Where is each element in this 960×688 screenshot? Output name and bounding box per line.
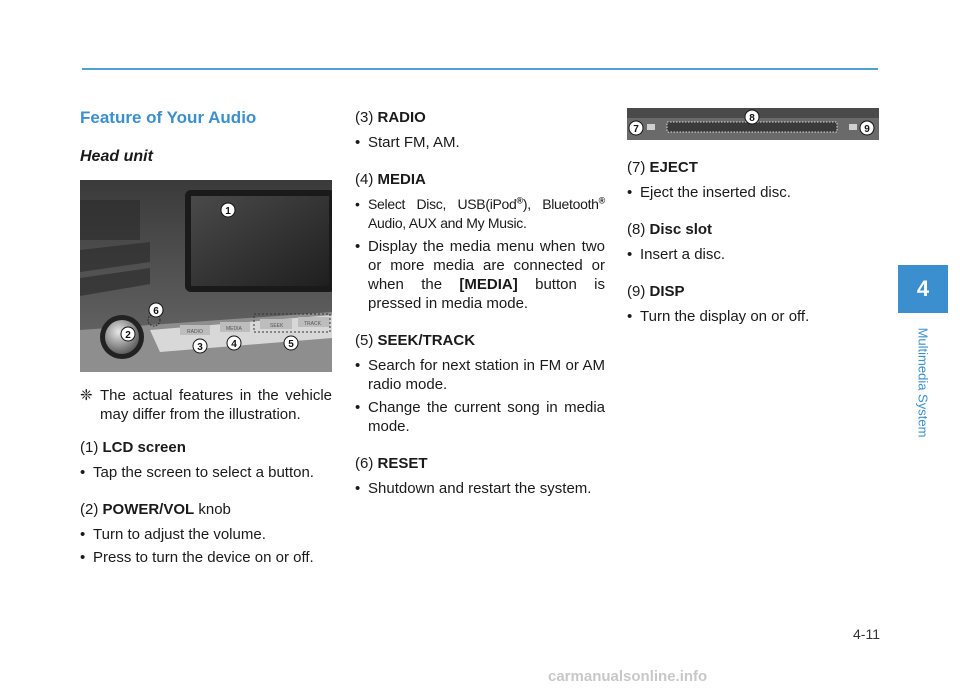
item-media-heading: (4) MEDIA: [355, 171, 426, 188]
power-bullet-2: • Press to turn the device on or off.: [80, 548, 332, 567]
head-unit-photo: [80, 180, 332, 372]
media-bullet-2: • Display the media menu when two or more media are connected or when the [MEDIA] button is pressed in media mode.: [355, 237, 605, 313]
item-eject-heading: (7) EJECT: [627, 159, 698, 176]
media-bullet-1: • Select Disc, USB(iPod®), Bluetooth® Audio, AUX and My Music.: [355, 195, 605, 233]
svg-text:8: 8: [749, 113, 755, 124]
column-3: [627, 108, 879, 330]
sub-title: Head unit: [80, 148, 153, 165]
item-radio-heading: (3) RADIO: [355, 109, 426, 126]
reset-bullet-1: • Shutdown and restart the system.: [355, 479, 605, 498]
chapter-tab: 4: [898, 265, 948, 313]
top-rule: [82, 68, 878, 70]
svg-text:4: 4: [231, 339, 237, 350]
page-number: 4-11: [853, 626, 880, 642]
svg-text:5: 5: [288, 339, 294, 350]
radio-bullet-1: • Start FM, AM.: [355, 133, 605, 152]
seek-bullet-2: • Change the current song in media mode.: [355, 398, 605, 436]
callout-6: [149, 303, 163, 317]
item-power-heading: (2) POWER/VOL knob: [80, 501, 231, 518]
panel-label-media: MEDIA: [226, 326, 242, 332]
power-bullet-1: • Turn to adjust the volume.: [80, 525, 332, 544]
eject-bullet-1: • Eject the inserted disc.: [627, 183, 879, 202]
svg-text:6: 6: [153, 306, 159, 317]
callout-5: [284, 336, 298, 350]
panel-label-radio: RADIO: [187, 329, 203, 335]
panel-label-track: TRACK: [304, 321, 321, 327]
watermark: carmanualsonline.info: [548, 668, 708, 685]
item-reset-heading: (6) RESET: [355, 455, 428, 472]
callout-4: [227, 336, 241, 350]
callout-3: [193, 339, 207, 353]
callout-7: [629, 121, 643, 135]
disc-slot-photo: [627, 108, 879, 140]
seek-bullet-1: • Search for next station in FM or AM radio mode.: [355, 356, 605, 394]
svg-text:2: 2: [125, 330, 131, 341]
svg-text:1: 1: [225, 206, 231, 217]
column-2: [355, 108, 605, 502]
panel-label-seek: SEEK: [270, 323, 284, 329]
callout-8: [745, 110, 759, 124]
svg-text:7: 7: [633, 124, 639, 135]
note-text: The actual features in the vehicle may differ from the illustration.: [100, 387, 332, 423]
slot-bullet-1: • Insert a disc.: [627, 245, 879, 264]
item-slot-heading: (8) Disc slot: [627, 221, 713, 238]
callout-9: [860, 121, 874, 135]
item-disp-heading: (9) DISP: [627, 283, 685, 300]
section-title: Feature of Your Audio: [80, 108, 257, 127]
note-mark: ❈: [80, 387, 93, 404]
disp-bullet-1: • Turn the display on or off.: [627, 307, 879, 326]
chapter-label: Multimedia System: [915, 327, 931, 438]
callout-2: [121, 327, 135, 341]
item-seek-heading: (5) SEEK/TRACK: [355, 332, 476, 349]
svg-text:3: 3: [197, 342, 203, 353]
callout-1: [221, 203, 235, 217]
illustration-note: [80, 386, 332, 424]
item-lcd-heading: (1) LCD screen: [80, 439, 186, 456]
svg-text:9: 9: [864, 124, 870, 135]
column-1: [80, 108, 332, 571]
lcd-bullet-1: • Tap the screen to select a button.: [80, 463, 332, 482]
